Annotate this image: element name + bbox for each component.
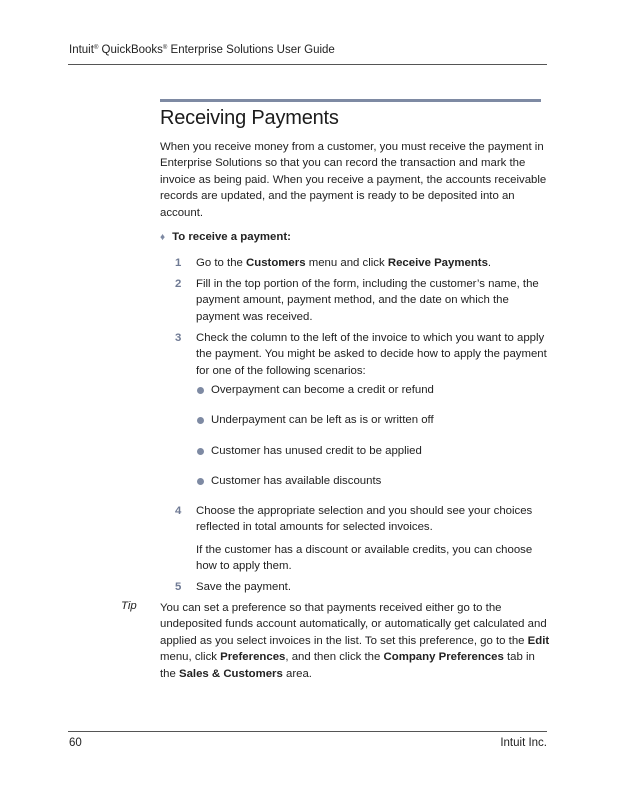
step-number: 1 <box>175 257 182 269</box>
scenario-text: Customer has available discounts <box>211 475 382 487</box>
step-number: 2 <box>175 278 182 290</box>
footer-divider <box>68 731 547 732</box>
header-guide-title: Enterprise Solutions User Guide <box>167 44 335 56</box>
scenario-text: Customer has unused credit to be applied <box>211 445 422 457</box>
tip-text: You can set a preference so that payments received either go to the undeposited funds account automatically, or automatically get calculated and applied as you select invoices in the list. To set this preference, go to the Edit menu, click Preferences, and then click the Company Preferences tab in the Sales & Customers area. <box>160 602 550 680</box>
command-name: Preferences <box>220 651 286 664</box>
section-title: Receiving Payments <box>160 107 339 129</box>
scenario-text: Underpayment can be left as is or written off <box>211 414 434 426</box>
diamond-bullet-icon: ♦ <box>160 232 166 243</box>
command-name: Receive Payments <box>387 257 488 269</box>
title-rule <box>160 99 541 102</box>
bullet-dot-icon <box>197 387 204 394</box>
footer-company: Intuit Inc. <box>500 737 547 749</box>
registered-mark: ® <box>93 45 99 51</box>
scenario-text: Overpayment can become a credit or refund <box>211 384 434 396</box>
running-header <box>69 44 335 56</box>
step-number: 4 <box>175 505 182 517</box>
step-text: Fill in the top portion of the form, including the customer’s name, the payment amount, payment method, and the date on which the payment was received. <box>196 278 539 323</box>
step-number: 3 <box>175 332 182 344</box>
tip-label: Tip <box>121 600 137 612</box>
bullet-dot-icon <box>197 417 204 424</box>
step-text: Save the payment. <box>196 581 291 593</box>
registered-mark: ® <box>162 45 168 51</box>
header-product: QuickBooks <box>98 44 163 56</box>
step-text: Check the column to the left of the invoice to which you want to apply the payment. You might be asked to decide how to apply the payment for one of the following scenarios: <box>196 332 547 377</box>
menu-name: Edit <box>527 634 550 647</box>
step-text: Choose the appropriate selection and you should see your choices reflected in total amounts for selected invoices. <box>196 505 533 534</box>
bullet-dot-icon <box>197 448 204 455</box>
intro-paragraph: When you receive money from a customer, you must receive the payment in Enterprise Solutions so that you can record the transaction and mark the invoice as being paid. When you receive a payment, the accounts receivable records are updated, and the payment is ready to be deposited into an account. <box>160 141 547 219</box>
step-number: 5 <box>175 581 182 593</box>
procedure-heading <box>160 231 291 243</box>
header-brand: Intuit <box>69 44 94 56</box>
step-note: If the customer has a discount or available credits, you can choose how to apply them. <box>196 544 533 573</box>
area-name: Sales & Customers <box>179 667 283 680</box>
header-divider <box>68 64 547 65</box>
page-number: 60 <box>69 737 82 749</box>
step-text: Go to the Customers menu and click Receive Payments. <box>196 257 492 269</box>
menu-name: Customers <box>246 257 306 269</box>
tab-name: Company Preferences <box>383 651 504 664</box>
bullet-dot-icon <box>197 478 204 485</box>
procedure-label: To receive a payment: <box>172 231 291 243</box>
